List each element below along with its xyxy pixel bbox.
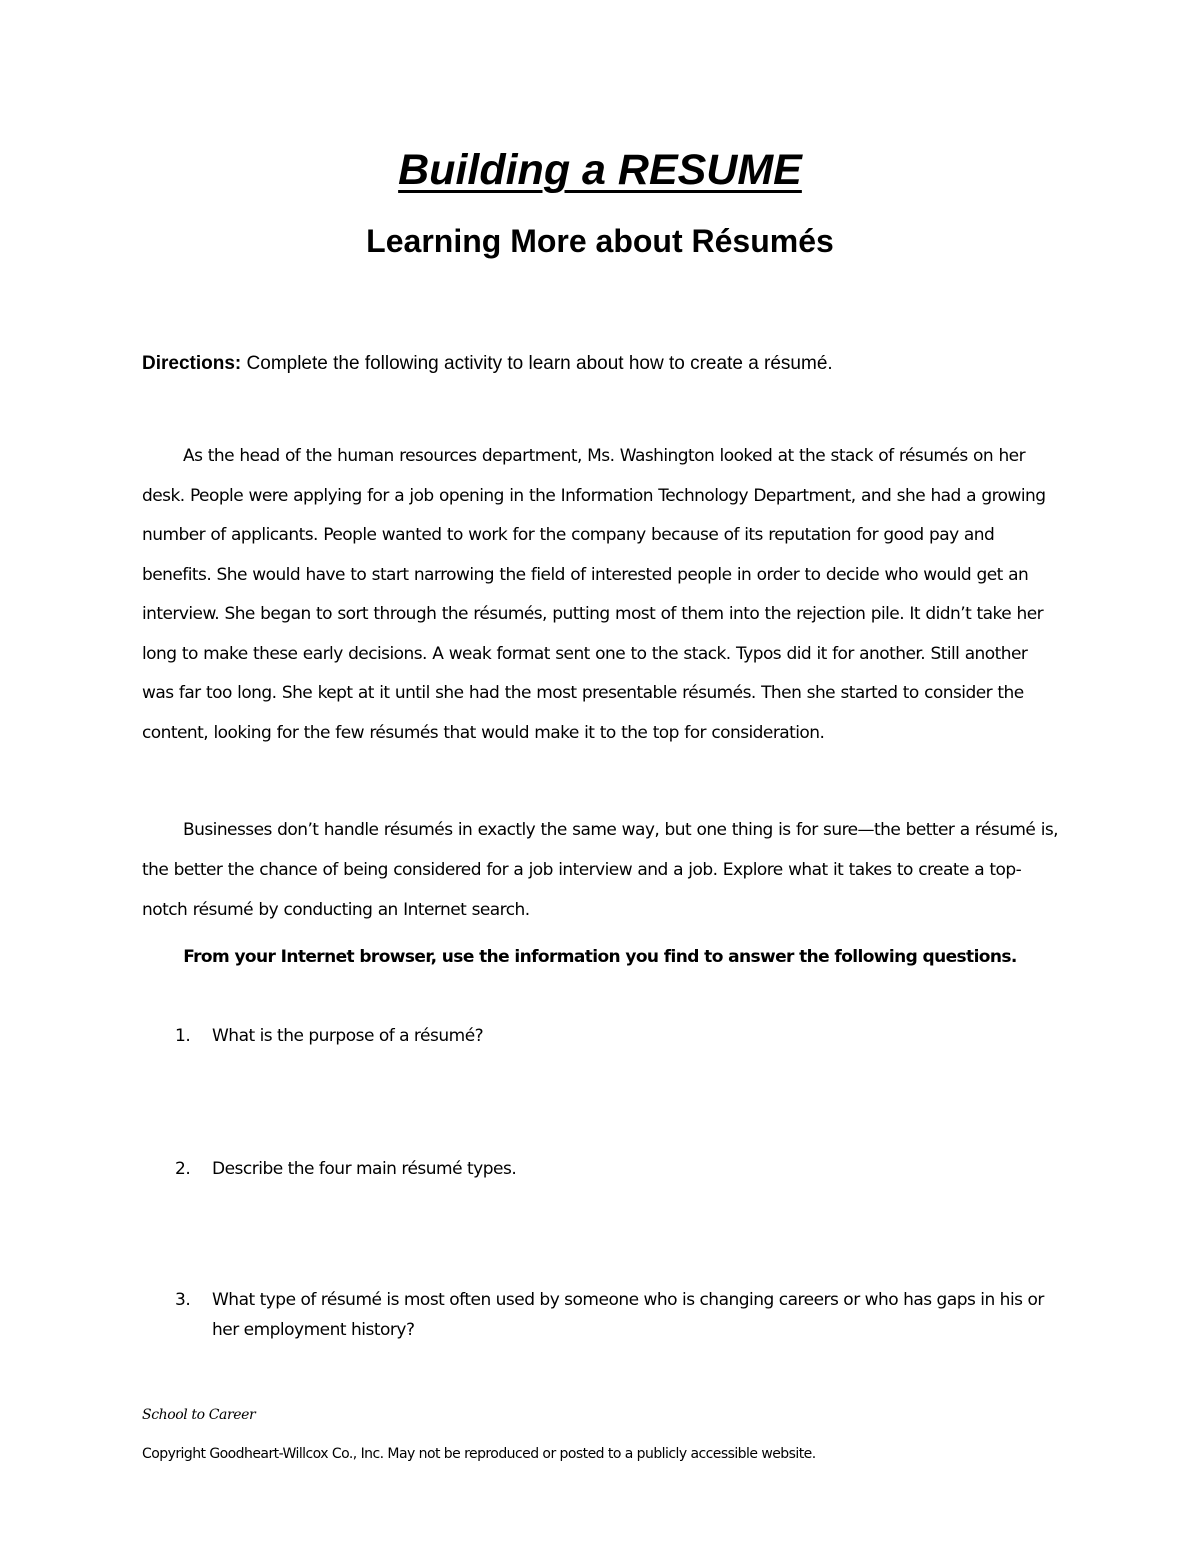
instruction-text: From your Internet browser, use the information you find to answer the following questions. — [183, 947, 1017, 967]
question-text: What type of résumé is most often used by someone who is changing careers or who has gaps in his or her employment history? — [212, 1290, 1044, 1340]
page-title: Building a RESUME — [398, 146, 802, 194]
question-3 — [142, 1285, 1072, 1345]
footer-copyright: Copyright Goodheart-Willcox Co., Inc. May not be reproduced or posted to a publicly accessible website. — [142, 1446, 816, 1462]
question-text: What is the purpose of a résumé? — [212, 1026, 484, 1046]
question-2 — [142, 1154, 1072, 1184]
question-number: 2. — [175, 1159, 191, 1179]
page-subtitle: Learning More about Résumés — [366, 223, 834, 259]
directions-text: Complete the following activity to learn about how to create a résumé. — [241, 353, 833, 374]
directions-label: Directions: — [142, 353, 242, 374]
question-text: Describe the four main résumé types. — [212, 1159, 517, 1179]
footer-course-name: School to Career — [142, 1407, 256, 1423]
question-1 — [142, 1021, 1072, 1051]
body-paragraph-1: As the head of the human resources department, Ms. Washington looked at the stack of résumés on her desk. People were applying for a job opening in the Information Technology Department, and she had a growing number of applicants. People wanted to work for the company because of its reputation for good pay and benefits. She would have to start narrowing the field of interested people in order to decide who would get an interview. She began to sort through the résumés, putting most of them into the rejection pile. It didn’t take her long to make these early decisions. A weak format sent one to the stack. Typos did it for another. Still another was far too long. She kept at it until she had the most presentable résumés. Then she started to consider the content, looking for the few résumés that would make it to the top for consideration. — [142, 446, 1046, 743]
directions — [142, 350, 833, 378]
body-paragraph-2: Businesses don’t handle résumés in exactly the same way, but one thing is for sure—the better a résumé is, the better the chance of being considered for a job interview and a job. Explore what it takes to create a top-notch résumé by conducting an Internet search. — [142, 820, 1059, 920]
question-number: 1. — [175, 1026, 191, 1046]
question-number: 3. — [175, 1290, 191, 1310]
